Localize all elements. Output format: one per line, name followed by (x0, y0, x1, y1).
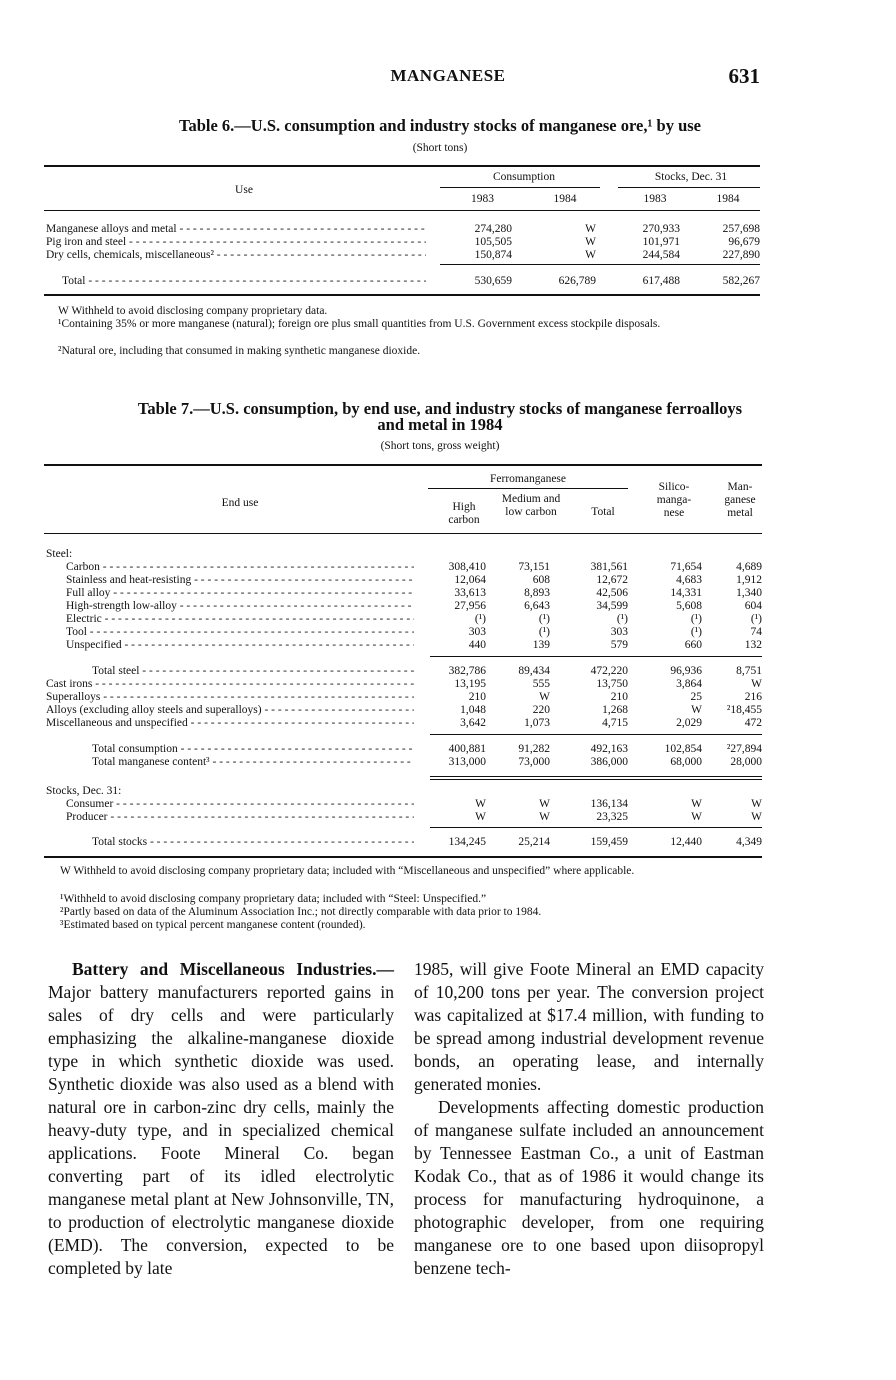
row-label: Pig iron and steel - - - (46, 236, 426, 249)
section-heading: Battery and Miscellaneous Industries.— (72, 959, 394, 979)
rule (430, 779, 762, 780)
cell: 313,000 (448, 756, 486, 768)
cell: (¹) (690, 626, 702, 638)
paragraph: Major battery manufacturers reported gains in sales of dry cells and were particularly emphasizing the alkaline-manganese dioxide type in which synthetic dioxide was used. Synthetic dioxide was also used as a blend with natural ore in carbon-zinc dry cells, mainly the heavy-duty type, and in specialized chemical applications. Foote Mineral Co. began converting part of its idled electrolytic manganese metal plant at New Johnsonville, TN, to production of electrolytic manganese dioxide (EMD). The conversion, expected to be completed by late (48, 982, 394, 1278)
cell: 89,434 (518, 665, 550, 677)
col-year: 1984 (553, 193, 577, 205)
row-label: Total stocks - - - (92, 836, 414, 849)
paragraph: Developments affecting domestic production of manganese sulfate included an announcement by Tennessee Eastman Co., a unit of Eastman Kodak Co., that as of 1986 it would change its process for manufacturing hydroquinone, a photographic developer, from one requiring manganese ore to one based upon diisopropyl benzene tech- (414, 1097, 764, 1278)
cell: 274,280 (474, 223, 512, 235)
cell: 1,073 (524, 717, 550, 729)
footnote: W Withheld to avoid disclosing company proprietary data; included with “Miscellaneous and unspecified” where applicable. (60, 865, 635, 877)
rule (44, 165, 760, 167)
cell: (¹) (616, 613, 628, 625)
rule (440, 264, 760, 265)
footnote: ²Natural ore, including that consumed in making synthetic manganese dioxide. (58, 345, 421, 357)
col-year: 1983 (471, 193, 494, 205)
body-left-column (48, 958, 394, 1280)
cell: 12,440 (670, 836, 702, 848)
cell: 34,599 (596, 600, 628, 612)
cell: 12,064 (454, 574, 486, 586)
table-6-caption: Table 6.—U.S. consumption and industry stocks of manganese ore,¹ by use (178, 116, 702, 135)
rule (44, 533, 762, 534)
col-header-high-carbon: High carbon (448, 501, 480, 526)
cell: 4,683 (676, 574, 702, 586)
cell: 91,282 (518, 743, 550, 755)
cell: W (585, 236, 596, 248)
col-header-silicomanganese: Silico- manga- nese (656, 481, 692, 519)
cell: 582,267 (722, 275, 760, 287)
row-label: Total consumption - - - (92, 743, 414, 756)
cell: 1,912 (736, 574, 762, 586)
col-year: 1983 (643, 193, 667, 205)
cell: 13,195 (454, 678, 486, 690)
cell: 101,971 (642, 236, 680, 248)
cell: 244,584 (642, 249, 680, 261)
rule (44, 294, 760, 296)
cell: 382,786 (448, 665, 486, 677)
col-group-consumption: Consumption (493, 171, 555, 183)
cell: 1,268 (602, 704, 628, 716)
cell: 8,893 (524, 587, 550, 599)
rule (430, 734, 762, 735)
cell: 1,340 (736, 587, 762, 599)
cell: 555 (532, 678, 550, 690)
cell: (¹) (538, 613, 550, 625)
cell: W (539, 691, 550, 703)
cell: 210 (468, 691, 486, 703)
row-label: Total steel - - - (92, 665, 414, 678)
rule (44, 856, 762, 858)
cell: 4,715 (602, 717, 628, 729)
cell: 210 (610, 691, 628, 703)
table-7-caption: Table 7.—U.S. consumption, by end use, and industry stocks of manganese ferroalloys (137, 399, 743, 418)
row-label: Producer - - - (66, 811, 414, 824)
cell: W (691, 811, 702, 823)
cell: 472 (744, 717, 762, 729)
cell: 604 (744, 600, 762, 612)
row-label: Carbon - - - (66, 561, 414, 574)
cell: 216 (744, 691, 762, 703)
cell: 227,890 (722, 249, 760, 261)
cell: 105,505 (474, 236, 512, 248)
stocks-heading: Stocks, Dec. 31: (46, 785, 122, 797)
cell: 617,488 (642, 275, 680, 287)
cell: 12,672 (596, 574, 628, 586)
cell: 6,643 (524, 600, 550, 612)
col-header-use: Use (235, 184, 253, 196)
cell: W (585, 223, 596, 235)
footnote: ³Estimated based on typical percent manganese content (rounded). (60, 919, 366, 931)
cell: 28,000 (730, 756, 762, 768)
cell: (¹) (538, 626, 550, 638)
footnote: ²Partly based on data of the Aluminum Association Inc.; not directly comparable with data prior to 1984. (60, 906, 542, 918)
rule (430, 827, 762, 828)
cell: 23,325 (596, 811, 628, 823)
cell: 400,881 (448, 743, 486, 755)
rule (44, 210, 760, 211)
row-label: Total - - - (62, 275, 426, 288)
cell: 530,659 (474, 275, 512, 287)
cell: 4,349 (736, 836, 762, 848)
rule (430, 776, 762, 777)
cell: 5,608 (676, 600, 702, 612)
col-group-stocks: Stocks, Dec. 31 (654, 171, 728, 183)
cell: 472,220 (590, 665, 628, 677)
cell: 3,642 (460, 717, 486, 729)
cell: 220 (532, 704, 550, 716)
paragraph: 1985, will give Foote Mineral an EMD capacity of 10,200 tons per year. The conversion project was capitalized at $17.4 million, with funding to be spread among industrial development revenue bonds, an operating lease, and internally generated monies. (414, 959, 764, 1094)
cell: 14,331 (670, 587, 702, 599)
table-7-caption-line2: and metal in 1984 (377, 415, 503, 434)
row-label: Unspecified - - - (66, 639, 414, 652)
row-label: Superalloys - - - (46, 691, 414, 704)
col-header-total: Total (591, 506, 615, 518)
cell: W (585, 249, 596, 261)
cell: 257,698 (722, 223, 760, 235)
cell: 68,000 (670, 756, 702, 768)
row-label: Dry cells, chemicals, miscellaneous² - - - (46, 249, 426, 262)
cell: 42,506 (596, 587, 628, 599)
cell: 136,134 (590, 798, 628, 810)
cell: 71,654 (670, 561, 702, 573)
page-number: 631 (728, 64, 760, 88)
cell: 270,933 (642, 223, 680, 235)
cell: 132 (744, 639, 762, 651)
table-6-subtitle: (Short tons) (412, 142, 468, 154)
cell: 73,151 (518, 561, 550, 573)
row-label: High-strength low-alloy - - - (66, 600, 414, 613)
row-label: Tool - - - (66, 626, 414, 639)
cell: (¹) (474, 613, 486, 625)
row-label: Stainless and heat-resisting - - - (66, 574, 414, 587)
cell: 626,789 (558, 275, 596, 287)
cell: 27,956 (454, 600, 486, 612)
footnote: ¹Withheld to avoid disclosing company proprietary data; included with “Steel: Unspecified.” (60, 893, 487, 905)
steel-heading: Steel: (46, 548, 73, 560)
row-label: Cast irons - - - (46, 678, 414, 691)
cell: 102,854 (664, 743, 702, 755)
cell: 8,751 (736, 665, 762, 677)
cell: 134,245 (448, 836, 486, 848)
rule (440, 187, 600, 188)
cell: ²18,455 (726, 704, 762, 716)
running-header-title: MANGANESE (390, 66, 506, 85)
cell: 1,048 (460, 704, 486, 716)
row-label: Full alloy - - - (66, 587, 414, 600)
table-7-subtitle: (Short tons, gross weight) (380, 440, 500, 452)
row-label: Manganese alloys and metal - - - (46, 223, 426, 236)
cell: 150,874 (474, 249, 512, 261)
cell: 386,000 (590, 756, 628, 768)
col-header-enduse: End use (221, 497, 259, 509)
cell: W (539, 798, 550, 810)
rule (430, 656, 762, 657)
cell: 2,029 (676, 717, 702, 729)
row-label: Total manganese content³ - - - (92, 756, 414, 769)
cell: 73,000 (518, 756, 550, 768)
cell: (¹) (690, 613, 702, 625)
cell: 74 (750, 626, 762, 638)
rule (428, 488, 628, 489)
cell: 381,561 (590, 561, 628, 573)
cell: 492,163 (590, 743, 628, 755)
row-label: Alloys (excluding alloy steels and superalloys) - - - (46, 704, 414, 717)
cell: 440 (468, 639, 486, 651)
footnote: W Withheld to avoid disclosing company proprietary data. (58, 305, 328, 317)
cell: 96,679 (728, 236, 760, 248)
cell: W (475, 798, 486, 810)
cell: 25,214 (518, 836, 550, 848)
cell: W (691, 798, 702, 810)
col-header-medium-low-carbon: Medium and low carbon (501, 493, 561, 518)
cell: ²27,894 (726, 743, 762, 755)
cell: 159,459 (590, 836, 628, 848)
rule (618, 187, 760, 188)
cell: W (751, 678, 762, 690)
cell: 3,864 (676, 678, 702, 690)
cell: 308,410 (448, 561, 486, 573)
cell: W (475, 811, 486, 823)
row-label: Electric - - - (66, 613, 414, 626)
cell: 33,613 (454, 587, 486, 599)
cell: 139 (532, 639, 550, 651)
cell: 96,936 (670, 665, 702, 677)
cell: W (751, 811, 762, 823)
cell: 4,689 (736, 561, 762, 573)
cell: 13,750 (596, 678, 628, 690)
footnote: ¹Containing 35% or more manganese (natural); foreign ore plus small quantities from U.S. Government excess stockpile disposals. (58, 318, 661, 330)
col-group-ferromanganese: Ferromanganese (490, 473, 566, 485)
cell: 303 (468, 626, 486, 638)
col-header-manganese-metal: Man- ganese metal (724, 481, 756, 519)
row-label: Consumer - - - (66, 798, 414, 811)
cell: W (691, 704, 702, 716)
cell: 608 (532, 574, 550, 586)
cell: 579 (610, 639, 628, 651)
cell: 660 (684, 639, 702, 651)
cell: 25 (690, 691, 702, 703)
cell: W (751, 798, 762, 810)
row-label: Miscellaneous and unspecified - - - (46, 717, 414, 730)
rule (44, 464, 762, 466)
cell: 303 (610, 626, 628, 638)
cell: (¹) (750, 613, 762, 625)
cell: W (539, 811, 550, 823)
col-year: 1984 (716, 193, 740, 205)
body-right-column (414, 958, 764, 1280)
